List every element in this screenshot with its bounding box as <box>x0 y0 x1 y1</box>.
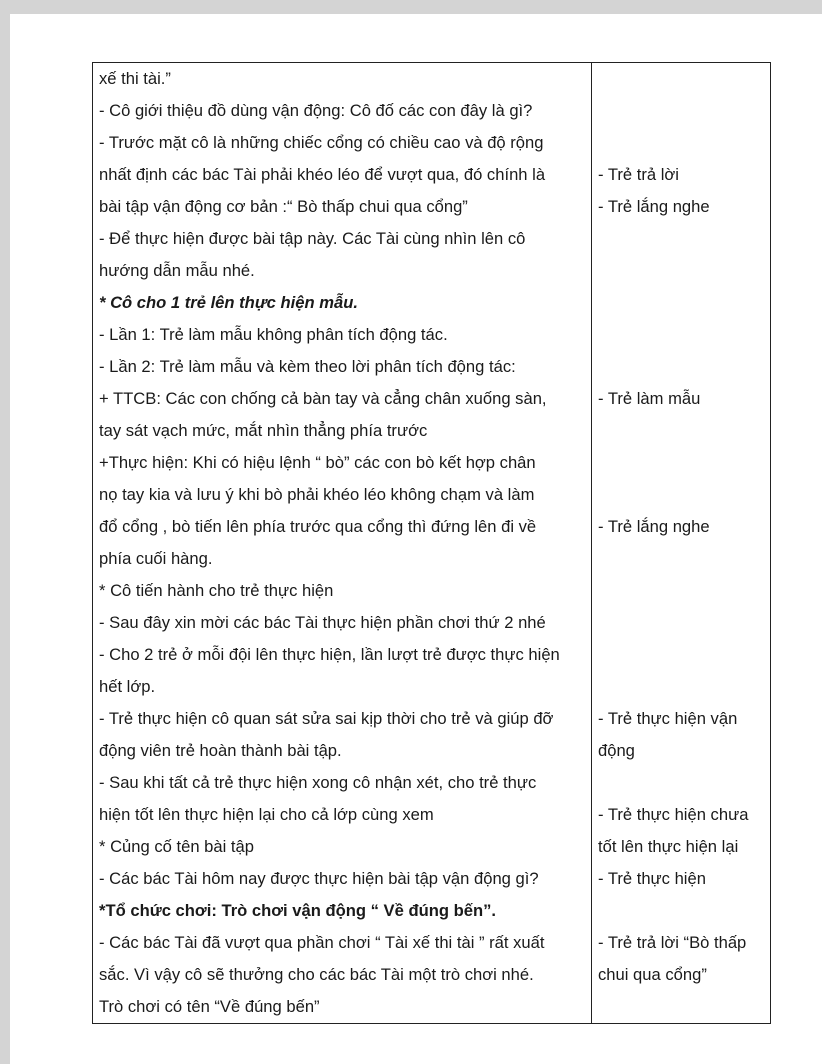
child-response-line: - Trẻ thực hiện vận <box>598 709 738 728</box>
child-response-line: - Trẻ lắng nghe <box>598 197 710 216</box>
activity-line: động viên trẻ hoàn thành bài tập. <box>99 741 342 760</box>
activity-line: - Cô giới thiệu đồ dùng vận động: Cô đố các con đây là gì? <box>99 101 533 120</box>
activity-line: - Trẻ thực hiện cô quan sát sửa sai kịp thời cho trẻ và giúp đỡ <box>99 709 554 728</box>
activity-line: sắc. Vì vậy cô sẽ thưởng cho các bác Tài một trò chơi nhé. <box>99 965 534 984</box>
activity-line: Trò chơi có tên “Về đúng bến” <box>99 997 320 1016</box>
activity-line: bài tập vận động cơ bản :“ Bò thấp chui qua cổng” <box>99 197 468 216</box>
activity-line: nhất định các bác Tài phải khéo léo để vượt qua, đó chính là <box>99 165 546 184</box>
activity-line: + TTCB: Các con chống cả bàn tay và cẳng chân xuống sàn, <box>99 389 547 408</box>
activity-line: hết lớp. <box>99 677 156 696</box>
activity-line: +Thực hiện: Khi có hiệu lệnh “ bò” các con bò kết hợp chân <box>99 453 536 472</box>
activity-line: * Củng cố tên bài tập <box>99 837 254 856</box>
activity-line: phía cuối hàng. <box>99 549 213 568</box>
child-response-line: tốt lên thực hiện lại <box>598 837 739 856</box>
child-response-line: động <box>598 741 635 760</box>
activity-line: hiện tốt lên thực hiện lại cho cả lớp cùng xem <box>99 805 434 824</box>
child-response-line: - Trẻ thực hiện chưa <box>598 805 749 824</box>
activity-line: * Cô tiến hành cho trẻ thực hiện <box>99 581 334 600</box>
child-response-line: - Trẻ trả lời “Bò thấp <box>598 933 747 952</box>
lesson-plan-table <box>92 62 771 1024</box>
activity-line: - Lần 2: Trẻ làm mẫu và kèm theo lời phân tích động tác: <box>99 357 516 376</box>
document-page <box>10 14 822 1064</box>
column-divider <box>591 63 592 1023</box>
activity-line: xế thi tài.” <box>99 69 171 88</box>
child-response-line: - Trẻ trả lời <box>598 165 679 184</box>
child-response-line: - Trẻ thực hiện <box>598 869 706 888</box>
activity-line: - Các bác Tài đã vượt qua phần chơi “ Tài xế thi tài ” rất xuất <box>99 933 545 952</box>
section-heading: * Cô cho 1 trẻ lên thực hiện mẫu. <box>99 293 358 312</box>
activity-line: - Cho 2 trẻ ở mỗi đội lên thực hiện, lần lượt trẻ được thực hiện <box>99 645 560 664</box>
activity-line: - Để thực hiện được bài tập này. Các Tài cùng nhìn lên cô <box>99 229 526 248</box>
activity-line: hướng dẫn mẫu nhé. <box>99 261 255 280</box>
activity-line: - Trước mặt cô là những chiếc cổng có chiều cao và độ rộng <box>99 133 544 152</box>
activity-line: - Các bác Tài hôm nay được thực hiện bài tập vận động gì? <box>99 869 539 888</box>
activity-line: - Lần 1: Trẻ làm mẫu không phân tích động tác. <box>99 325 448 344</box>
activity-line: đổ cổng , bò tiến lên phía trước qua cổng thì đứng lên đi về <box>99 517 537 536</box>
activity-line: nọ tay kia và lưu ý khi bò phải khéo léo không chạm và làm <box>99 485 535 504</box>
activity-line: - Sau khi tất cả trẻ thực hiện xong cô nhận xét, cho trẻ thực <box>99 773 537 792</box>
child-response-line: - Trẻ lắng nghe <box>598 517 710 536</box>
section-heading: *Tổ chức chơi: Trò chơi vận động “ Về đúng bến”. <box>99 901 497 920</box>
child-response-line: chui qua cổng” <box>598 965 707 984</box>
child-response-line: - Trẻ làm mẫu <box>598 389 701 408</box>
activity-line: - Sau đây xin mời các bác Tài thực hiện phần chơi thứ 2 nhé <box>99 613 546 632</box>
activity-line: tay sát vạch mức, mắt nhìn thẳng phía trước <box>99 421 428 440</box>
